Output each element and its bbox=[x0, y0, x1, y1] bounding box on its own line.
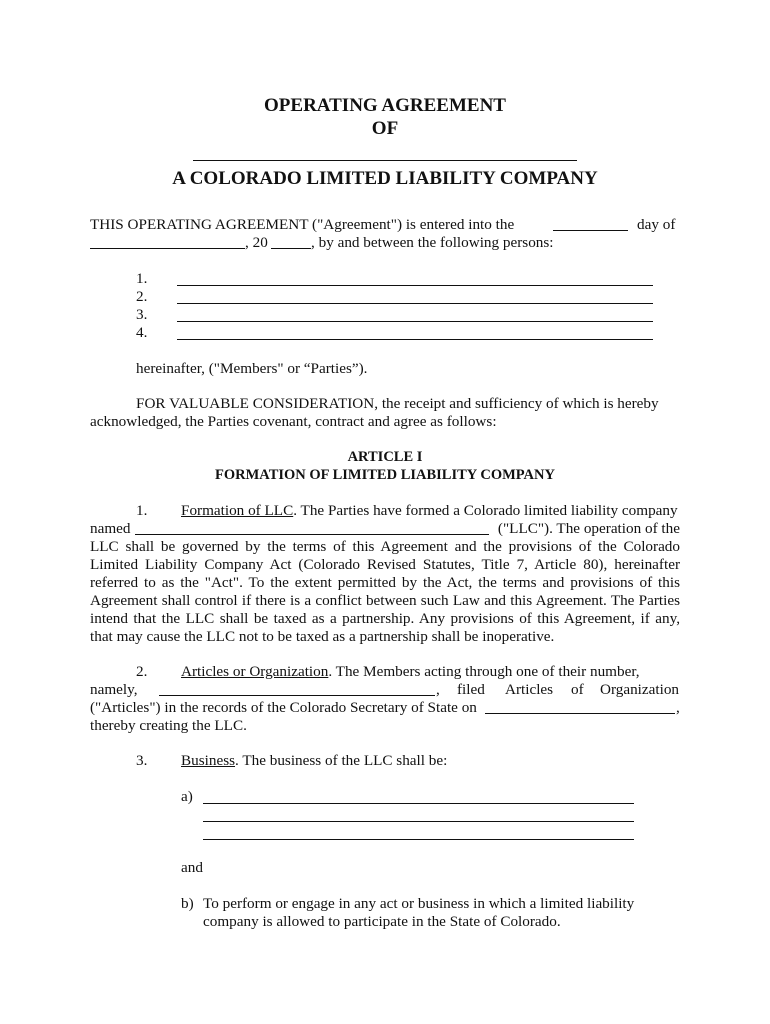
business-blank-2[interactable] bbox=[203, 821, 634, 822]
section-1-line-1-rest: . The Parties have formed a Colorado limited liability company bbox=[293, 502, 678, 519]
section-2-heading: Articles or Organization bbox=[181, 663, 329, 680]
section-2-line-1 bbox=[181, 663, 680, 680]
section-2-number: 2. bbox=[136, 663, 148, 680]
consideration-line-2: acknowledged, the Parties covenant, contract and agree as follows: bbox=[90, 413, 497, 430]
section-2-of: of bbox=[571, 681, 584, 698]
business-item-b-label: b) bbox=[181, 895, 194, 912]
section-2-organization: Organization bbox=[600, 681, 680, 698]
company-name-blank[interactable] bbox=[193, 160, 577, 161]
intro-line-1b: day of bbox=[637, 216, 676, 233]
title-line-1: OPERATING AGREEMENT bbox=[264, 95, 506, 116]
intro-line-2a: , 20 bbox=[245, 234, 268, 251]
article-heading: FORMATION OF LIMITED LIABILITY COMPANY bbox=[215, 467, 555, 483]
title-line-3: A COLORADO LIMITED LIABILITY COMPANY bbox=[172, 168, 598, 189]
business-blank-3[interactable] bbox=[203, 839, 634, 840]
section-1-line-7: intend that the LLC shall be taxed as a partnership. Any provisions of this Agreement, if any, bbox=[90, 610, 680, 627]
section-3-heading: Business bbox=[181, 752, 236, 769]
member-num-3: 3. bbox=[136, 306, 148, 323]
llc-name-blank[interactable] bbox=[135, 534, 489, 535]
section-1-heading: Formation of LLC bbox=[181, 502, 294, 519]
section-2-line-3: ("Articles") in the records of the Colorado Secretary of State on bbox=[90, 699, 477, 716]
intro-line-2b: , by and between the following persons: bbox=[311, 234, 554, 251]
section-1-line-5: referred to as the "Act". To the extent permitted by the Act, the terms and provisions of this bbox=[90, 574, 680, 591]
section-2-line-4: thereby creating the LLC. bbox=[90, 717, 247, 734]
business-and: and bbox=[181, 859, 203, 876]
day-blank[interactable] bbox=[553, 230, 628, 231]
year-blank[interactable] bbox=[271, 248, 311, 249]
section-1-line-1 bbox=[181, 502, 678, 519]
section-1-line-3: LLC shall be governed by the terms of this Agreement and the provisions of the Colorado bbox=[90, 538, 680, 555]
section-1-number: 1. bbox=[136, 502, 148, 519]
business-item-b-line-2: company is allowed to participate in the State of Colorado. bbox=[203, 913, 561, 930]
article-number: ARTICLE I bbox=[347, 449, 423, 465]
intro-line-1a: THIS OPERATING AGREEMENT ("Agreement") is entered into the bbox=[90, 216, 515, 233]
section-2-comma: , bbox=[436, 681, 440, 698]
title-line-2: OF bbox=[371, 118, 399, 139]
month-blank[interactable] bbox=[90, 248, 245, 249]
member-num-2: 2. bbox=[136, 288, 148, 305]
section-3-number: 3. bbox=[136, 752, 148, 769]
section-3-line-1-rest: . The business of the LLC shall be: bbox=[235, 752, 448, 769]
member-3-blank[interactable] bbox=[177, 321, 653, 322]
member-4-blank[interactable] bbox=[177, 339, 653, 340]
section-1-named: named bbox=[90, 520, 131, 537]
member-num-1: 1. bbox=[136, 270, 148, 287]
organizer-name-blank[interactable] bbox=[159, 695, 435, 696]
section-1-line-8: that may cause the LLC not to be taxed as a partnership shall be inoperative. bbox=[90, 628, 555, 645]
section-2-filed: filed bbox=[457, 681, 485, 698]
member-1-blank[interactable] bbox=[177, 285, 653, 286]
section-2-namely: namely, bbox=[90, 681, 138, 698]
business-item-a-label: a) bbox=[181, 788, 193, 805]
business-item-b-line-1: To perform or engage in any act or business in which a limited liability bbox=[203, 895, 635, 912]
section-1-line-4: Limited Liability Company Act (Colorado Revised Statutes, Title 7, Article 80), hereinafter bbox=[90, 556, 680, 573]
section-2-articles: Articles bbox=[505, 681, 554, 698]
filing-date-blank[interactable] bbox=[485, 713, 675, 714]
section-2-line-3-comma: , bbox=[676, 699, 680, 716]
section-3-line-1 bbox=[181, 752, 447, 769]
hereinafter-text: hereinafter, ("Members" or “Parties”). bbox=[136, 360, 368, 377]
consideration-line-1: FOR VALUABLE CONSIDERATION, the receipt and sufficiency of which is hereby bbox=[136, 395, 659, 412]
member-num-4: 4. bbox=[136, 324, 148, 341]
section-1-line-6: Agreement shall control if there is a conflict between such Law and this Agreement. The Parties bbox=[90, 592, 680, 609]
member-2-blank[interactable] bbox=[177, 303, 653, 304]
business-blank-1[interactable] bbox=[203, 803, 634, 804]
section-2-line-1-rest: . The Members acting through one of their number, bbox=[328, 663, 640, 680]
section-1-line-2-rest: ("LLC"). The operation of the bbox=[497, 520, 680, 537]
